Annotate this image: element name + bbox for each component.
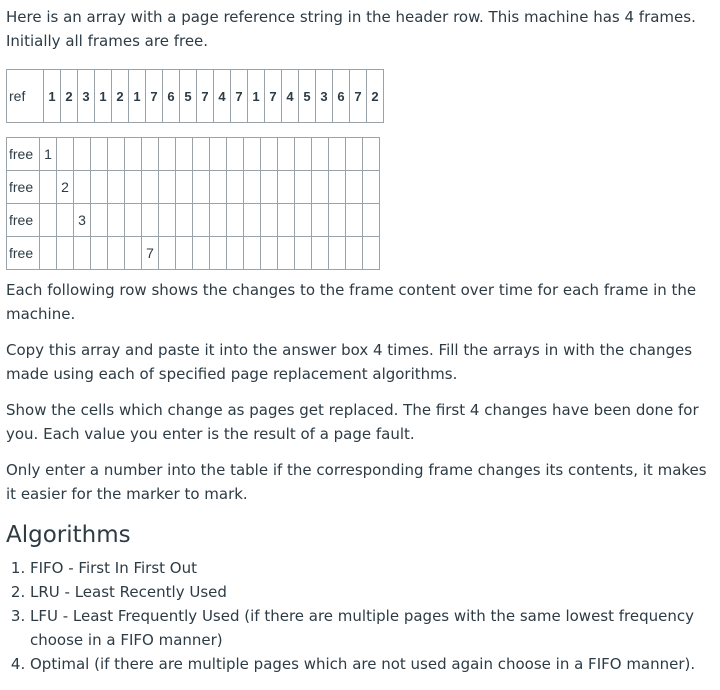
ref-cell: 1 [129, 70, 146, 123]
frame-cell [125, 171, 142, 204]
frame-cell [346, 138, 363, 171]
frame-row [7, 171, 380, 204]
frame-cell [346, 237, 363, 270]
frame-cell [108, 237, 125, 270]
frame-cell [261, 171, 278, 204]
frame-cell [210, 204, 227, 237]
ref-cell: 1 [248, 70, 265, 123]
frame-cell [227, 171, 244, 204]
frame-cell: 2 [57, 171, 74, 204]
frame-cell: 7 [142, 237, 159, 270]
frame-cell [159, 171, 176, 204]
frame-cell [295, 138, 312, 171]
paragraph-only-enter: Only enter a number into the table if the corresponding frame changes its contents, it makes it easier for the marker to mark. [6, 461, 707, 503]
frame-cell [176, 171, 193, 204]
algorithms-list [6, 556, 714, 676]
frame-cell [193, 138, 210, 171]
frame-cell [108, 171, 125, 204]
frame-label: free [7, 138, 40, 171]
frame-cell [74, 237, 91, 270]
frame-label: free [7, 237, 40, 270]
frame-cell [74, 138, 91, 171]
frame-cell [91, 138, 108, 171]
frame-row [7, 237, 380, 270]
frame-cell [108, 138, 125, 171]
paragraph-copy-instructions: Copy this array and paste it into the answer box 4 times. Fill the arrays in with the changes made using each of specified page replacement algorithms. [6, 341, 693, 383]
ref-cell: 4 [282, 70, 299, 123]
frame-cell [363, 171, 380, 204]
frame-cell [159, 138, 176, 171]
ref-cell: 7 [350, 70, 367, 123]
frame-cell [159, 237, 176, 270]
frame-cell [346, 204, 363, 237]
ref-cell: 7 [197, 70, 214, 123]
ref-cell: 3 [316, 70, 333, 123]
ref-cell: 2 [61, 70, 78, 123]
ref-cell: 2 [367, 70, 384, 123]
algorithms-heading: Algorithms [6, 522, 131, 548]
ref-cell: 7 [231, 70, 248, 123]
frame-row [7, 204, 380, 237]
frame-cell [227, 204, 244, 237]
frame-cell [312, 204, 329, 237]
frame-cell [125, 204, 142, 237]
frame-cell [210, 237, 227, 270]
frame-cell [176, 138, 193, 171]
ref-cell: 2 [112, 70, 129, 123]
intro-text: Here is an array with a page reference string in the header row. This machine has 4 frames. Initially all frames are free. [6, 8, 696, 50]
frame-cell [159, 204, 176, 237]
frames-table [6, 137, 380, 270]
frame-cell [210, 171, 227, 204]
frame-cell [142, 171, 159, 204]
frame-label: free [7, 204, 40, 237]
frame-cell [91, 171, 108, 204]
frame-cell [312, 237, 329, 270]
frame-cell [91, 237, 108, 270]
frame-cell [363, 138, 380, 171]
reference-table-wrapper [6, 69, 714, 123]
page-content [6, 0, 714, 676]
frame-cell [295, 171, 312, 204]
frame-cell [278, 204, 295, 237]
paragraph-frames-explanation: Each following row shows the changes to the frame content over time for each frame in the machine. [6, 281, 697, 323]
algorithm-item-fifo: 1. FIFO - First In First Out [30, 556, 714, 580]
ref-cell: 6 [333, 70, 350, 123]
paragraph-show-changes: Show the cells which change as pages get replaced. The first 4 changes have been done for you. Each value you enter is the result of a page fault. [6, 401, 699, 443]
frame-cell [176, 204, 193, 237]
frame-cell [193, 204, 210, 237]
frame-cell [176, 237, 193, 270]
ref-cell: 7 [146, 70, 163, 123]
ref-cell: 1 [95, 70, 112, 123]
ref-cell: 5 [180, 70, 197, 123]
frame-cell [278, 138, 295, 171]
frame-cell [346, 171, 363, 204]
frame-cell [278, 171, 295, 204]
ref-cell: 6 [163, 70, 180, 123]
frame-cell [74, 171, 91, 204]
frame-cell [40, 204, 57, 237]
frame-cell [193, 237, 210, 270]
frame-row [7, 138, 380, 171]
reference-label: ref [7, 70, 44, 123]
frame-cell [91, 204, 108, 237]
frame-cell [363, 237, 380, 270]
frame-cell [142, 204, 159, 237]
algorithm-item-lru: 2. LRU - Least Recently Used [30, 580, 714, 604]
frame-cell [329, 138, 346, 171]
frame-cell [57, 204, 74, 237]
ref-cell: 4 [214, 70, 231, 123]
frame-cell [278, 237, 295, 270]
frame-cell [125, 138, 142, 171]
frame-cell [227, 237, 244, 270]
frame-cell: 1 [40, 138, 57, 171]
ref-cell: 7 [265, 70, 282, 123]
frame-cell [244, 204, 261, 237]
frame-cell [193, 171, 210, 204]
frame-cell [227, 138, 244, 171]
frame-cell [295, 237, 312, 270]
frame-cell [312, 138, 329, 171]
ref-cell: 5 [299, 70, 316, 123]
frames-table-wrapper [6, 137, 714, 270]
frame-cell [210, 138, 227, 171]
frame-label: free [7, 171, 40, 204]
frame-cell [261, 237, 278, 270]
frame-cell [142, 138, 159, 171]
frame-cell [40, 171, 57, 204]
frame-cell [125, 237, 142, 270]
frame-cell: 3 [74, 204, 91, 237]
reference-row [7, 70, 384, 123]
frame-cell [261, 138, 278, 171]
frame-cell [295, 204, 312, 237]
frame-cell [244, 138, 261, 171]
ref-cell: 1 [44, 70, 61, 123]
frame-cell [40, 237, 57, 270]
algorithm-item-lfu: 3. LFU - Least Frequently Used (if there are multiple pages with the same lowest frequency choose in a FIFO manner) [30, 604, 714, 652]
frame-cell [57, 138, 74, 171]
algorithm-item-optimal: 4. Optimal (if there are multiple pages which are not used again choose in a FIFO manner). [30, 652, 714, 676]
frame-cell [244, 171, 261, 204]
reference-string-table [6, 69, 384, 123]
frame-cell [329, 237, 346, 270]
frame-cell [329, 204, 346, 237]
frame-cell [329, 171, 346, 204]
ref-cell: 3 [78, 70, 95, 123]
frame-cell [312, 171, 329, 204]
frame-cell [363, 204, 380, 237]
frame-cell [261, 204, 278, 237]
frame-cell [57, 237, 74, 270]
frame-cell [244, 237, 261, 270]
frame-cell [108, 204, 125, 237]
